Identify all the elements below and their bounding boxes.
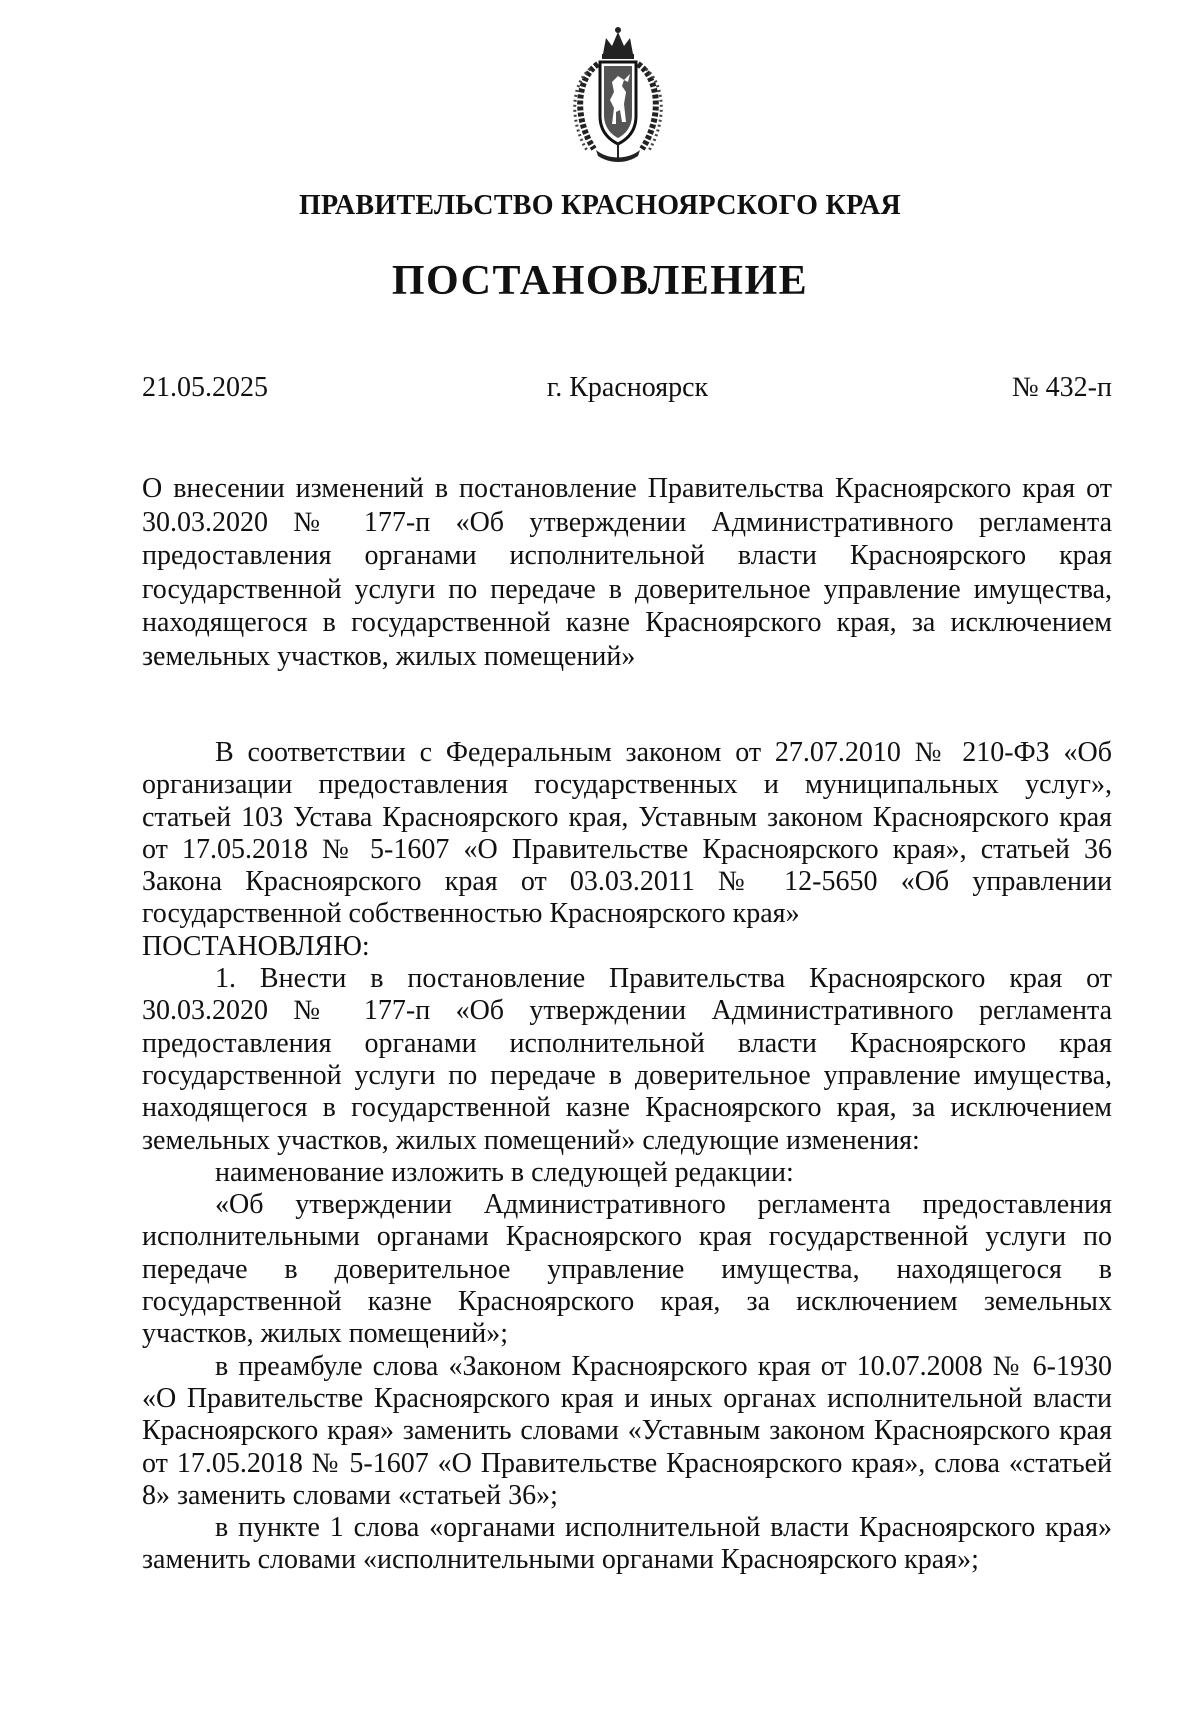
body-paragraph: наименование изложить в следующей редакции: [215, 1156, 794, 1188]
preamble-paragraph: В соответствии с Федеральным законом от 27.07.2010 № 210-ФЗ «Об организации предоставления государственных и муниципальных услуг», статьей 103 Устава Красноярского края, Уставным законом Красноярского края от 17.05.2018 № 5-1607 «О Правительстве Красноярского края», статьей 36 Закона Красноярского края от 03.03.2011 № 12-5650 «Об управлении государственной собственностью Красноярского края» [142, 737, 1112, 930]
document-city: г. Красноярск [546, 372, 709, 403]
document-date: 21.05.2025 [142, 372, 268, 403]
body-paragraph: в преамбуле слова «Законом Красноярского края от 10.07.2008 № 6-1930 «О Правительстве Красноярского края и иных органах исполнительной власти Красноярского края» заменить словами «Уставным законом Красноярского края от 17.05.2018 № 5-1607 «О Правительстве Красноярского края», слова «статьей 8» заменить словами «статьей 36»; [142, 1350, 1112, 1511]
authority-title: ПРАВИТЕЛЬСТВО КРАСНОЯРСКОГО КРАЯ [298, 190, 902, 221]
decree-word: ПОСТАНОВЛЯЮ: [142, 930, 370, 962]
body-paragraph: в пункте 1 слова «органами исполнительной власти Красноярского края» заменить словами «исполнительными органами Красноярского края»; [142, 1512, 1112, 1576]
krasnoyarsk-coat-of-arms-icon [568, 24, 668, 166]
document-subject: О внесении изменений в постановление Правительства Красноярского края от 30.03.2020 № 177-п «Об утверждении Административного регламента предоставления органами исполнительной власти Красноярского края государственной услуги по передаче в доверительное управление имущества, находящегося в государственной казне Красноярского края, за исключением земельных участков, жилых помещений» [142, 473, 1112, 672]
document-body [142, 737, 1112, 1577]
document-type-heading: ПОСТАНОВЛЕНИЕ [391, 258, 809, 304]
body-paragraph: 1. Внести в постановление Правительства Красноярского края от 30.03.2020 № 177-п «Об утверждении Административного регламента предоставления органами исполнительной власти Красноярского края государственной услуги по передаче в доверительное управление имущества, находящегося в государственной казне Красноярского края, за исключением земельных участков, жилых помещений» следующие изменения: [142, 963, 1112, 1156]
document-number: № 432-п [1011, 372, 1112, 403]
body-paragraph: «Об утверждении Административного регламента предоставления исполнительными органами Красноярского края государственной услуги по передаче в доверительное управление имущества, находящегося в государственной казне Красноярского края, за исключением земельных участков, жилых помещений»; [142, 1189, 1112, 1350]
